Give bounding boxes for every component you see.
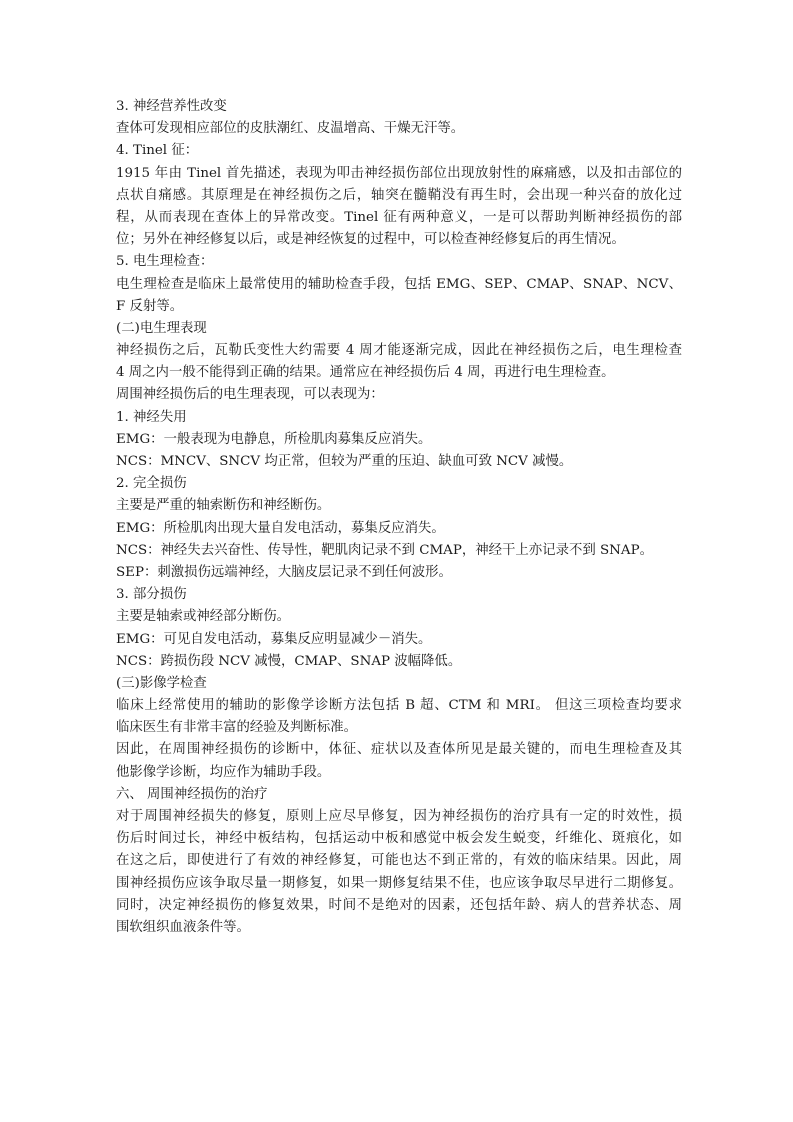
section-heading-tinel-sign: 4. Tinel 征： — [116, 143, 199, 159]
paragraph-line: 电生理检查是临床上最常使用的辅助检查手段，包括 EMG、SEP、CMAP、SNAP、NCV、 — [116, 276, 682, 292]
paragraph-line: EMG：一般表现为电静息，所检肌肉募集反应消失。 — [116, 431, 432, 447]
paragraph-line: 周围神经损伤后的电生理表现，可以表现为： — [116, 387, 384, 403]
document-body — [116, 96, 682, 939]
paragraph-line: EMG：可见自发电活动，募集反应明显减少－消失。 — [116, 631, 432, 647]
paragraph-line: F 反射等。 — [116, 298, 184, 314]
paragraph-line: 查体可发现相应部位的皮肤潮红、皮温增高、干燥无汗等。 — [116, 121, 465, 137]
paragraph-line: 对于周围神经损失的修复，原则上应尽早修复，因为神经损伤的治疗具有一定的时效性，损 — [116, 809, 682, 824]
paragraph-line: 在这之后，即使进行了有效的神经修复，可能也达不到正常的，有效的临床结果。因此，周 — [116, 853, 682, 869]
paragraph-line: NCS：神经失去兴奋性、传导性，靶肌肉记录不到 CMAP，神经干上亦记录不到 SNAP。 — [116, 542, 653, 558]
paragraph-line: 临床医生有非常丰富的经验及判断标准。 — [116, 720, 358, 736]
paragraph-line: 位；另外在神经修复以后，或是神经恢复的过程中，可以检查神经修复后的再生情况。 — [116, 232, 625, 248]
paragraph-line: NCS：跨损伤段 NCV 减慢，CMAP、SNAP 波幅降低。 — [116, 653, 462, 669]
paragraph-line: 围软组织血液条件等。 — [116, 919, 250, 935]
section-heading-treatment: 六、 周围神经损伤的治疗 — [116, 786, 268, 802]
paragraph-line: 主要是轴索或神经部分断伤。 — [116, 609, 291, 625]
paragraph-line: 1915 年由 Tinel 首先描述，表现为叩击神经损伤部位出现放射性的麻痛感，以及扣击部位的 — [116, 165, 682, 181]
paragraph-line: 临床上经常使用的辅助的影像学诊断方法包括 B 超、CTM 和 MRI。 但这三项检查均要求 — [116, 698, 682, 714]
paragraph-line: 程，从而表现在查体上的异常改变。Tinel 征有两种意义，一是可以帮助判断神经损伤的部 — [116, 209, 682, 225]
paragraph-line: 主要是严重的轴索断伤和神经断伤。 — [116, 498, 331, 514]
paragraph-line: 围神经损伤应该争取尽量一期修复，如果一期修复结果不佳，也应该争取尽早进行二期修复。 — [116, 875, 682, 891]
section-heading-electrophysiology-exam: 5. 电生理检查： — [116, 254, 214, 270]
paragraph-line: 神经损伤之后，瓦勒氏变性大约需要 4 周才能逐渐完成，因此在神经损伤之后，电生理检查 — [116, 343, 682, 359]
subheading-partial-injury: 3. 部分损伤 — [116, 587, 187, 603]
subheading-complete-injury: 2. 完全损伤 — [116, 476, 187, 492]
paragraph-line: SEP：刺激损伤远端神经，大脑皮层记录不到任何波形。 — [116, 564, 452, 580]
paragraph-line: 他影像学诊断，均应作为辅助手段。 — [116, 764, 331, 780]
paragraph-line: 点状自痛感。其原理是在神经损伤之后，轴突在髓鞘没有再生时，会出现一种兴奋的放化过 — [116, 187, 682, 203]
section-heading-electrophysiology-findings: (二)电生理表现 — [116, 320, 207, 336]
paragraph-line: EMG：所检肌肉出现大量自发电活动，募集反应消失。 — [116, 520, 445, 536]
paragraph-line: 因此，在周围神经损伤的诊断中，体征、症状以及查体所见是最关键的，而电生理检查及其 — [116, 742, 682, 758]
paragraph-line: 4 周之内一般不能得到正确的结果。通常应在神经损伤后 4 周，再进行电生理检查。 — [116, 365, 615, 381]
subheading-neurapraxia: 1. 神经失用 — [116, 409, 187, 425]
section-heading-trophic-change: 3. 神经营养性改变 — [116, 99, 227, 114]
paragraph-line: 伤后时间过长，神经中板结构，包括运动中板和感觉中板会发生蜕变，纤维化、斑痕化，如 — [116, 831, 682, 847]
paragraph-line: 同时，决定神经损伤的修复效果，时间不是绝对的因素，还包括年龄、病人的营养状态、周 — [116, 897, 682, 913]
paragraph-line: NCS：MNCV、SNCV 均正常，但较为严重的压迫、缺血可致 NCV 减慢。 — [116, 454, 573, 469]
section-heading-imaging-exam: (三)影像学检查 — [116, 675, 207, 691]
